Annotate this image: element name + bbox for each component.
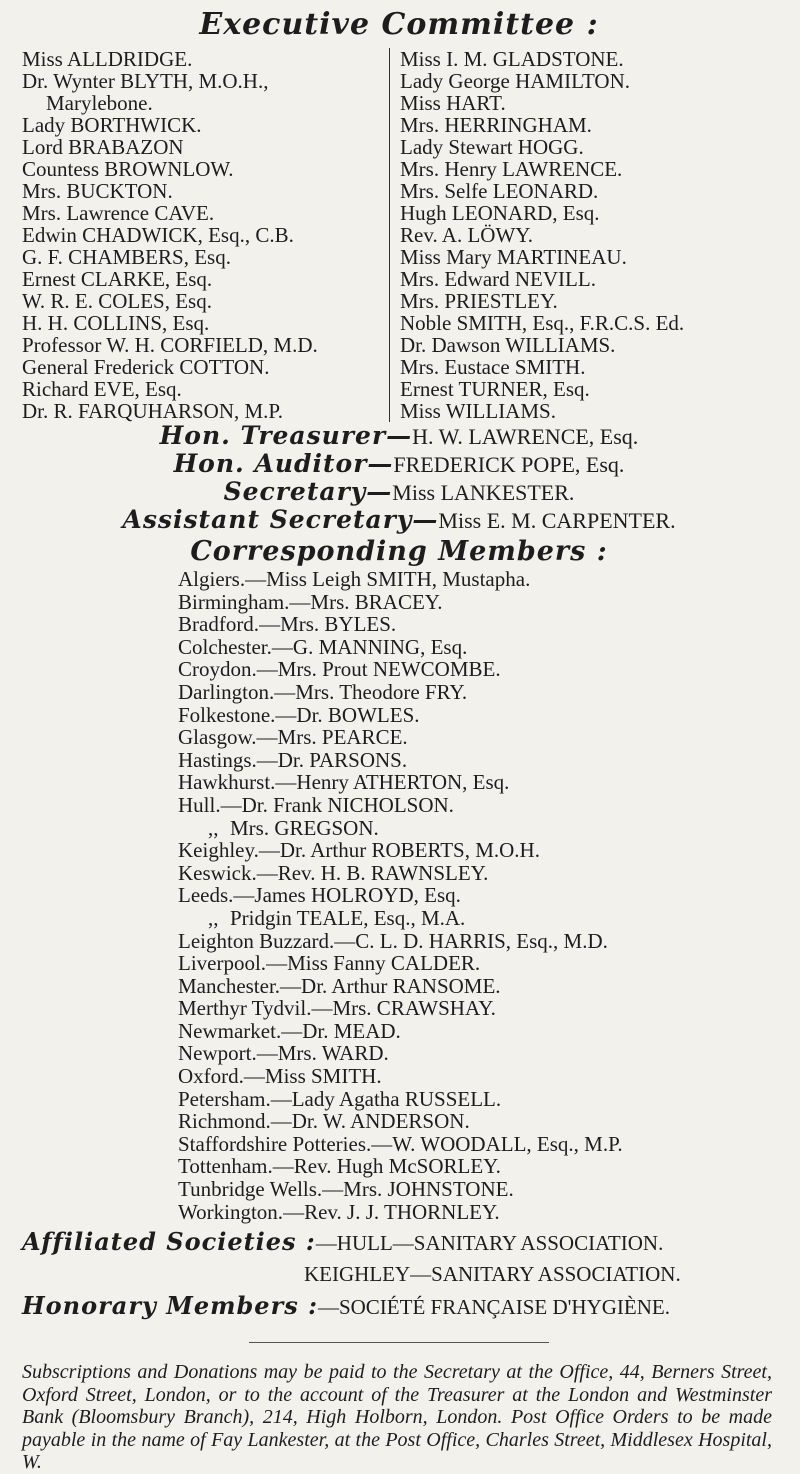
corresponding-member [178, 907, 776, 930]
corresponding-name: —Dr. MEAD. [281, 1018, 401, 1043]
affiliated-title: Affiliated Societies : [22, 1227, 316, 1257]
corresponding-name: —Dr. PARSONS. [256, 747, 408, 772]
committee-member: Dr. R. FARQUHARSON, M.P. [22, 399, 284, 423]
committee-member: Mrs. Eustace SMITH. [400, 355, 586, 379]
committee-member: Mrs. Edward NEVILL. [400, 267, 596, 291]
corresponding-members-heading: Corresponding Members : [190, 536, 608, 567]
section-divider [249, 1342, 549, 1343]
committee-member: Mrs. BUCKTON. [22, 179, 173, 203]
corresponding-place: Darlington. [178, 679, 275, 704]
committee-member: Hugh LEONARD, Esq. [400, 201, 600, 225]
corresponding-member [178, 1201, 776, 1224]
committee-member: Edwin CHADWICK, Esq., C.B. [22, 223, 294, 247]
corresponding-place: Hull. [178, 792, 221, 817]
committee-member: Rev. A. LÖWY. [400, 223, 533, 247]
corresponding-place: Croydon. [178, 657, 257, 682]
corresponding-member [178, 1155, 776, 1178]
corresponding-name: Mrs. GREGSON. [230, 815, 379, 840]
committee-member: Miss WILLIAMS. [400, 399, 556, 423]
affiliated-second-line [22, 1262, 776, 1287]
corresponding-member [178, 681, 776, 704]
corresponding-member [178, 1088, 776, 1111]
subscription-notice: Subscriptions and Donations may be paid to the Secretary at the Office, 44, Berners Street, Oxford Street, London, or to the account of the Treasurer at the London and Westminster Bank (Bloomsbury Branch), 214, High Holborn, London. Post Office Orders to be made payable in the name of Fay Lankester, at the Post Office, Charles Street, Middlesex Hospital, W. [22, 1361, 772, 1474]
corresponding-member [178, 1110, 776, 1133]
corresponding-member [178, 930, 776, 953]
corresponding-place: Bradford. [178, 612, 260, 637]
committee-member: Miss HART. [400, 91, 506, 115]
committee-member: Mrs. HERRINGHAM. [400, 113, 592, 137]
officer-name: FREDERICK POPE, Esq. [393, 452, 625, 477]
committee-member: Mrs. PRIESTLEY. [400, 289, 558, 313]
corresponding-place: Oxford. [178, 1064, 244, 1089]
corresponding-name: —C. L. D. HARRIS, Esq., M.D. [334, 928, 608, 953]
corresponding-name: —Miss SMITH. [243, 1064, 382, 1089]
corresponding-place: Glasgow. [178, 725, 257, 750]
corresponding-place: Manchester. [178, 973, 281, 998]
corresponding-member [178, 952, 776, 975]
officer-row [22, 478, 776, 506]
corresponding-name: —Rev. J. J. THORNLEY. [283, 1199, 500, 1224]
officer-row [22, 450, 776, 478]
corresponding-place: ,, [208, 905, 219, 930]
officer-title: Hon. Auditor— [173, 449, 394, 478]
honorary-title: Honorary Members : [22, 1291, 318, 1321]
committee-left-column [22, 48, 390, 422]
officer-name: Miss LANKESTER. [392, 480, 575, 505]
committee-member: Richard EVE, Esq. [22, 377, 182, 401]
committee-member: Lady George HAMILTON. [400, 69, 630, 93]
corresponding-place: Workington. [178, 1199, 284, 1224]
corresponding-name: —Dr. Frank NICHOLSON. [220, 792, 454, 817]
corresponding-member [178, 975, 776, 998]
honorary-members [22, 1293, 776, 1320]
honorary-text: —SOCIÉTÉ FRANÇAISE D'HYGIÈNE. [317, 1295, 670, 1320]
corresponding-place: Richmond. [178, 1109, 271, 1134]
committee-member: Countess BROWNLOW. [22, 157, 234, 181]
officer-row [22, 506, 776, 534]
corresponding-member [178, 839, 776, 862]
corresponding-place: Hastings. [178, 747, 257, 772]
committee-columns [22, 48, 776, 422]
officer-name: H. W. LAWRENCE, Esq. [412, 424, 639, 449]
committee-member: Professor W. H. CORFIELD, M.D. [22, 333, 318, 357]
corresponding-name: —Rev. Hugh McSORLEY. [272, 1154, 501, 1179]
corresponding-name: Pridgin TEALE, Esq., M.A. [230, 905, 466, 930]
corresponding-place: Newport. [178, 1041, 257, 1066]
committee-member: Ernest CLARKE, Esq. [22, 267, 213, 291]
corresponding-member [178, 1065, 776, 1088]
committee-member: Miss I. M. GLADSTONE. [400, 47, 624, 71]
corresponding-place: Leeds. [178, 883, 234, 908]
corresponding-name: —W. WOODALL, Esq., M.P. [371, 1131, 623, 1156]
corresponding-member [178, 704, 776, 727]
committee-member: G. F. CHAMBERS, Esq. [22, 245, 231, 269]
corresponding-member [178, 658, 776, 681]
committee-member: Lord BRABAZON [22, 135, 184, 159]
committee-member: Dr. Wynter BLYTH, M.O.H., [22, 69, 269, 93]
corresponding-name: —Miss Fanny CALDER. [266, 951, 481, 976]
committee-member: Lady BORTHWICK. [22, 113, 202, 137]
corresponding-member [178, 884, 776, 907]
corresponding-place: Petersham. [178, 1086, 271, 1111]
corresponding-place: Tunbridge Wells. [178, 1177, 323, 1202]
corresponding-name: —Mrs. JOHNSTONE. [322, 1177, 514, 1202]
corresponding-name: —Mrs. CRAWSHAY. [311, 996, 496, 1021]
officers-section [22, 422, 776, 534]
corresponding-members-list [22, 568, 776, 1223]
corresponding-place: Colchester. [178, 634, 272, 659]
officer-title: Secretary— [223, 477, 393, 506]
corresponding-name: —G. MANNING, Esq. [271, 634, 468, 659]
corresponding-place: Staffordshire Potteries. [178, 1131, 372, 1156]
committee-member: Dr. Dawson WILLIAMS. [400, 333, 616, 357]
officer-row [22, 422, 776, 450]
corresponding-name: —Henry ATHERTON, Esq. [275, 770, 510, 795]
corresponding-name: —Lady Agatha RUSSELL. [270, 1086, 502, 1111]
committee-member: Miss Mary MARTINEAU. [400, 245, 627, 269]
officer-title: Assistant Secretary— [122, 505, 439, 534]
corresponding-member [178, 726, 776, 749]
committee-right-column [390, 48, 776, 422]
corresponding-name: —Mrs. Theodore FRY. [274, 679, 468, 704]
corresponding-place: Keighley. [178, 838, 259, 863]
corresponding-member [178, 862, 776, 885]
corresponding-member [178, 794, 776, 817]
executive-committee-heading: Executive Committee : [199, 7, 599, 42]
corresponding-member [178, 568, 776, 591]
corresponding-member [178, 613, 776, 636]
corresponding-place: ,, [208, 815, 219, 840]
corresponding-place: Tottenham. [178, 1154, 273, 1179]
corresponding-member [178, 1133, 776, 1156]
corresponding-member [178, 749, 776, 772]
committee-member: Marylebone. [46, 91, 153, 115]
affiliated-line-1: —HULL—SANITARY ASSOCIATION. [315, 1231, 664, 1256]
committee-member: General Frederick COTTON. [22, 355, 270, 379]
corresponding-place: Merthyr Tydvil. [178, 996, 312, 1021]
corresponding-name: —Miss Leigh SMITH, Mustapha. [245, 567, 531, 591]
corresponding-member [178, 1020, 776, 1043]
committee-member: Noble SMITH, Esq., F.R.C.S. Ed. [400, 311, 685, 335]
corresponding-name: —Dr. Arthur ROBERTS, M.O.H. [258, 838, 540, 863]
corresponding-place: Newmarket. [178, 1018, 282, 1043]
corresponding-member [178, 1042, 776, 1065]
corresponding-place: Birmingham. [178, 589, 290, 614]
corresponding-place: Folkestone. [178, 702, 276, 727]
corresponding-name: —Mrs. BYLES. [259, 612, 397, 637]
committee-member: W. R. E. COLES, Esq. [22, 289, 212, 313]
corresponding-name: —Dr. W. ANDERSON. [270, 1109, 470, 1134]
corresponding-place: Algiers. [178, 567, 246, 591]
committee-member: Mrs. Selfe LEONARD. [400, 179, 599, 203]
corresponding-member [178, 1178, 776, 1201]
corresponding-name: —Mrs. BRACEY. [289, 589, 443, 614]
committee-member: Ernest TURNER, Esq. [400, 377, 590, 401]
corresponding-name: —Dr. Arthur RANSOME. [280, 973, 501, 998]
corresponding-place: Liverpool. [178, 951, 267, 976]
committee-member: Mrs. Henry LAWRENCE. [400, 157, 623, 181]
corresponding-name: —James HOLROYD, Esq. [233, 883, 461, 908]
corresponding-member [178, 817, 776, 840]
corresponding-name: —Mrs. WARD. [256, 1041, 389, 1066]
committee-member: Miss ALLDRIDGE. [22, 47, 193, 71]
corresponding-place: Leighton Buzzard. [178, 928, 335, 953]
corresponding-member [178, 591, 776, 614]
committee-member: Mrs. Lawrence CAVE. [22, 201, 215, 225]
corresponding-name: —Rev. H. B. RAWNSLEY. [256, 860, 489, 885]
corresponding-name: —Mrs. Prout NEWCOMBE. [256, 657, 501, 682]
officer-name: Miss E. M. CARPENTER. [438, 508, 676, 533]
corresponding-member [178, 771, 776, 794]
corresponding-member [178, 636, 776, 659]
corresponding-place: Hawkhurst. [178, 770, 276, 795]
affiliated-societies [22, 1229, 776, 1256]
corresponding-place: Keswick. [178, 860, 257, 885]
corresponding-name: —Dr. BOWLES. [275, 702, 420, 727]
affiliated-line-2: KEIGHLEY—SANITARY ASSOCIATION. [304, 1262, 681, 1287]
committee-member: Lady Stewart HOGG. [400, 135, 584, 159]
committee-member: H. H. COLLINS, Esq. [22, 311, 210, 335]
officer-title: Hon. Treasurer— [159, 421, 413, 450]
corresponding-member [178, 997, 776, 1020]
corresponding-name: —Mrs. PEARCE. [256, 725, 408, 750]
